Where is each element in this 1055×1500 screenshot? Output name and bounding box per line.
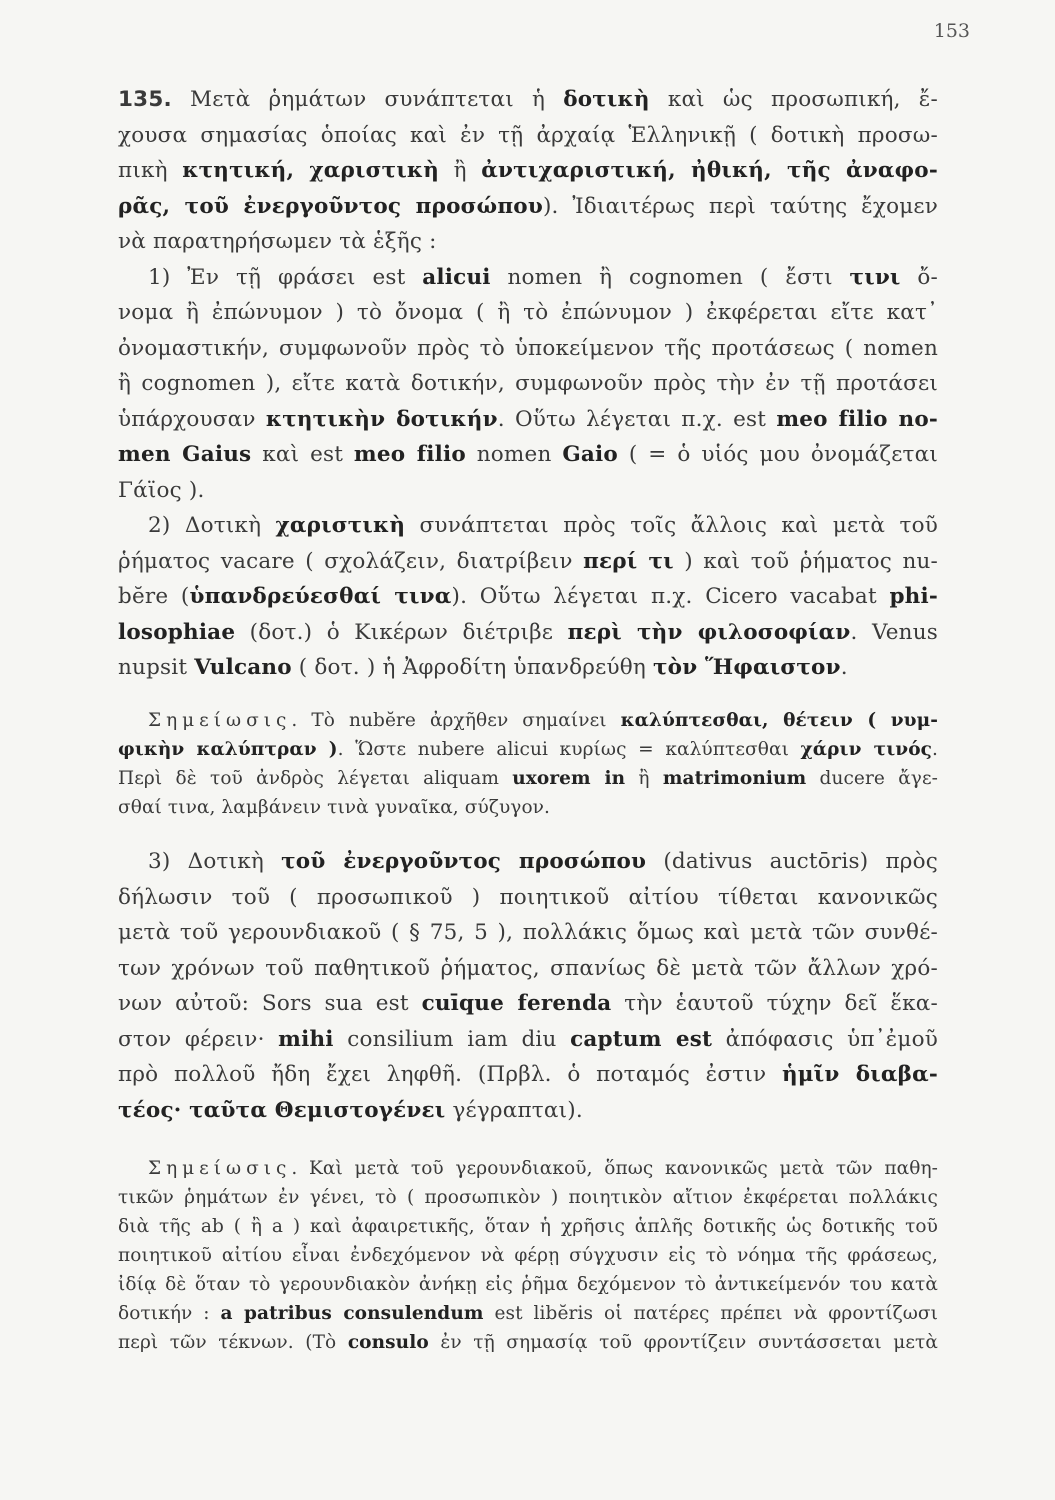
- note-2: [118, 1154, 938, 1357]
- text-line: Περὶ δὲ τοῦ ἀνδρὸς λέγεται aliquam uxorem in ἢ matrimonium ducere ἄγε-: [118, 768, 938, 789]
- text-line: losophiae (δοτ.) ὁ Κικέρων διέτριβε περὶ τὴν φιλοσοφίαν. Venus: [118, 619, 938, 645]
- text-line: ὀνομαστικήν, συμφωνοῦν πρὸς τὸ ὑποκείμενον τῆς προτάσεως ( nomen: [118, 335, 938, 361]
- text-line: χουσα σημασίας ὁποίας καὶ ἐν τῇ ἀρχαίᾳ Ἑλληνικῇ ( δοτικὴ προσω-: [118, 122, 938, 148]
- text-line: νὰ παρατηρήσωμεν τὰ ἑξῆς :: [118, 229, 437, 254]
- text-line: πικὴ κτητική, χαριστικὴ ἢ ἀντιχαριστική, ἠθική, τῆς ἀναφο-: [118, 158, 938, 183]
- text-line: ἰδίᾳ δὲ ὅταν τὸ γερουνδιακὸν ἀνήκῃ εἰς ῥῆμα δεχόμενον τὸ ἀντικείμενόν του κατὰ: [118, 1274, 938, 1295]
- text-line: περὶ τῶν τέκνων. (Τὸ consulo ἐν τῇ σημασίᾳ τοῦ φροντίζειν συντάσσεται μετὰ: [118, 1332, 938, 1353]
- text-line: σθαί τινα, λαμβάνειν τινὰ γυναῖκα, σύζυγον.: [118, 797, 551, 818]
- text-line: nupsit Vulcano ( δοτ. ) ἡ Ἀφροδίτη ὑπανδρεύθη τὸν Ἥφαιστον.: [118, 655, 848, 680]
- text-line: Σημείωσις. Τὸ nubĕre ἀρχῆθεν σημαίνει καλύπτεσθαι, θέτειν ( νυμ-: [148, 710, 938, 731]
- text-line: bĕre (ὑπανδρεύεσθαί τινα). Οὕτω λέγεται π.χ. Cicero vacabat phi-: [118, 584, 938, 609]
- text-line: ὑπάρχουσαν κτητικὴν δοτικήν. Οὕτω λέγεται π.χ. est meo filio no-: [118, 406, 938, 432]
- text-line: 135. Μετὰ ῥημάτων συνάπτεται ἡ δοτικὴ καὶ ὡς προσωπική, ἔ-: [118, 87, 938, 112]
- text-line: δήλωσιν τοῦ ( προσωπικοῦ ) ποιητικοῦ αἰτίου τίθεται κανονικῶς: [118, 884, 938, 910]
- text-line: πρὸ πολλοῦ ἤδη ἔχει ληφθῆ. (Πρβλ. ὁ ποταμός ἐστιν ἡμῖν διαβα-: [118, 1062, 938, 1087]
- text-line: ρᾶς, τοῦ ἐνεργοῦντος προσώπου). Ἰδιαιτέρως περὶ ταύτης ἔχομεν: [118, 193, 938, 219]
- text-line: διὰ τῆς ab ( ἢ a ) καὶ ἀφαιρετικῆς, ὅταν ἡ χρῆσις ἁπλῆς δοτικῆς ὡς δοτικῆς τοῦ: [118, 1216, 938, 1237]
- text-line: men Gaius καὶ est meo filio nomen Gaio ( = ὁ υἱός μου ὀνομάζεται: [118, 442, 938, 467]
- text-line: ῥήματος vacare ( σχολάζειν, διατρίβειν περί τι ) καὶ τοῦ ῥήματος nu-: [118, 548, 938, 574]
- text-line: τικῶν ῥημάτων ἐν γένει, τὸ ( προσωπικὸν ) ποιητικὸν αἴτιον ἐκφέρεται πολλάκις: [118, 1187, 938, 1208]
- text-line: φικὴν καλύπτραν ). Ὥστε nubere alicui κυρίως = καλύπτεσθαι χάριν τινός.: [118, 739, 938, 760]
- text-line: Σημείωσις. Καὶ μετὰ τοῦ γερουνδιακοῦ, ὅπως κανονικῶς μετὰ τῶν παθη-: [148, 1158, 938, 1179]
- text-line: τέος· ταῦτα Θεμιστογένει γέγραπται).: [118, 1097, 583, 1123]
- text-line: δοτικήν : a patribus consulendum est libĕris οἱ πατέρες πρέπει νὰ φροντίζωσι: [118, 1303, 938, 1324]
- text-line: στον φέρειν· mihi consilium iam diu captum est ἀπόφασις ὑπ᾿ἐμοῦ: [118, 1026, 938, 1052]
- text-line: Γάϊος ).: [118, 477, 205, 503]
- text-line: ἢ cognomen ), εἴτε κατὰ δοτικήν, συμφωνοῦν πρὸς τὴν ἐν τῇ προτάσει: [118, 371, 938, 396]
- section-135: [118, 82, 938, 686]
- text-line: νων αὐτοῦ: Sors sua est cuīque ferenda τὴν ἑαυτοῦ τύχην δεῖ ἕκα-: [118, 991, 938, 1016]
- note-1: [118, 706, 938, 822]
- section-3: [118, 844, 938, 1128]
- text-line: ποιητικοῦ αἰτίου εἶναι ἐνδεχόμενον νὰ φέρῃ σύγχυσιν εἰς τὸ νόημα τῆς φράσεως,: [118, 1245, 938, 1266]
- text-line: 2) Δοτικὴ χαριστικὴ συνάπτεται πρὸς τοῖς ἄλλοις καὶ μετὰ τοῦ: [148, 513, 938, 538]
- text-line: των χρόνων τοῦ παθητικοῦ ῥήματος, σπανίως δὲ μετὰ τῶν ἄλλων χρό-: [118, 955, 938, 981]
- text-line: μετὰ τοῦ γερουνδιακοῦ ( § 75, 5 ), πολλάκις ὅμως καὶ μετὰ τῶν συνθέ-: [118, 920, 938, 945]
- text-line: νομα ἢ ἐπώνυμον ) τὸ ὄνομα ( ἢ τὸ ἐπώνυμον ) ἐκφέρεται εἴτε κατ᾿: [118, 300, 938, 325]
- text-line: 3) Δοτικὴ τοῦ ἐνεργοῦντος προσώπου (dativus auctōris) πρὸς: [148, 849, 938, 874]
- text-line: 1) Ἐν τῇ φράσει est alicui nomen ἢ cognomen ( ἔστι τινι ὄ-: [148, 264, 938, 290]
- page-number: 153: [933, 20, 970, 42]
